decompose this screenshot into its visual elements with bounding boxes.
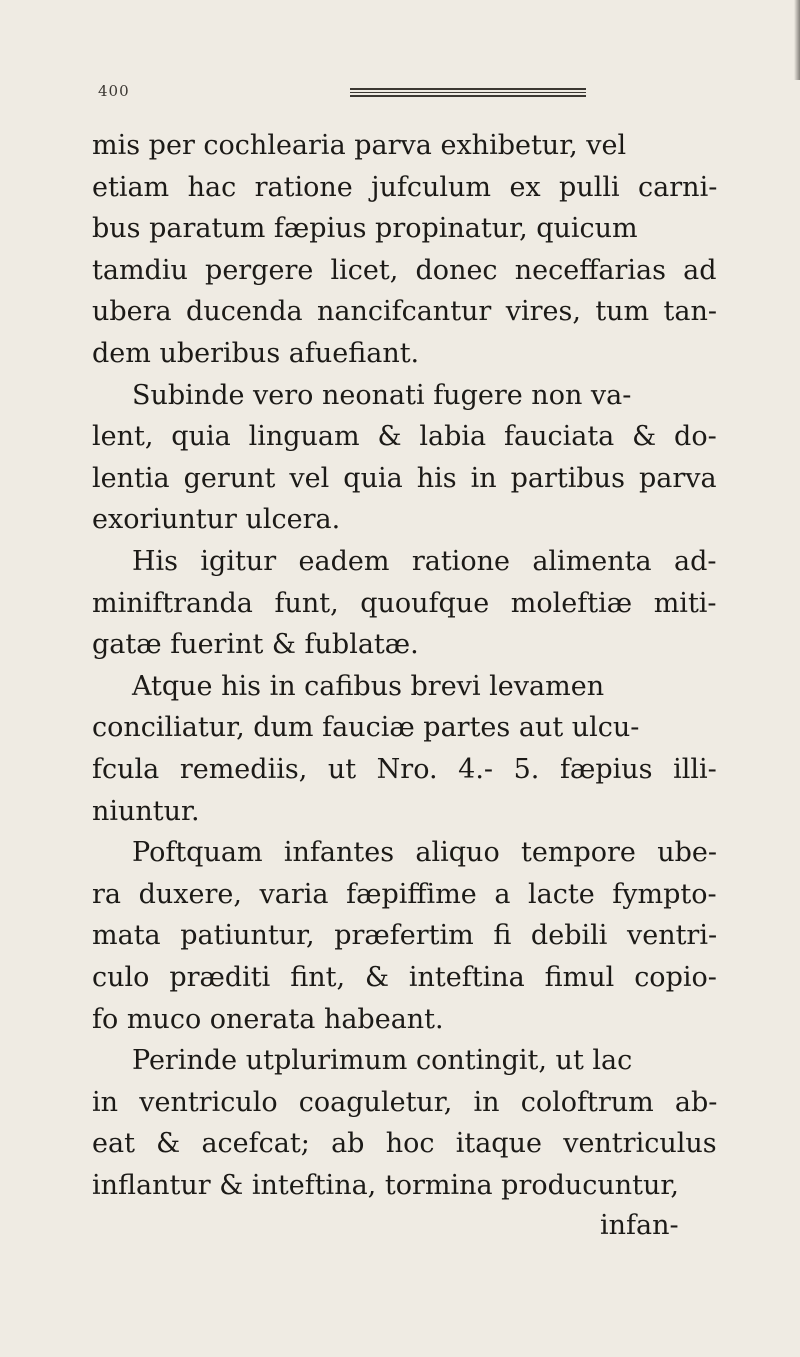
text-line: lent, quia linguam & labia fauciata & do- bbox=[92, 421, 717, 453]
text-line: fcula remediis, ut Nro. 4.- 5. fæpius illi- bbox=[92, 754, 717, 785]
page-number: 400 bbox=[98, 82, 130, 100]
text-line: Subinde vero neonati fugere non va- bbox=[132, 379, 632, 411]
text-line: Perinde utplurimum contingit, ut lac bbox=[132, 1045, 633, 1077]
text-line: ra duxere, varia fæpiffime a lacte fympto- bbox=[92, 878, 717, 910]
header-ornament-rule bbox=[350, 88, 586, 98]
text-line: fo muco onerata habeant. bbox=[92, 1003, 444, 1035]
text-line: inflantur & inteftina, tormina producuntur, bbox=[92, 1170, 679, 1201]
text-line: in ventriculo coaguletur, in coloftrum ab- bbox=[92, 1086, 718, 1118]
text-line: conciliatur, dum fauciæ partes aut ulcu- bbox=[92, 712, 640, 744]
catchword: infan- bbox=[600, 1210, 679, 1241]
text-line: Poftquam infantes aliquo tempore ube- bbox=[132, 837, 717, 869]
text-line: exoriuntur ulcera. bbox=[92, 504, 341, 536]
text-line: His igitur eadem ratione alimenta ad- bbox=[132, 546, 717, 577]
text-line: miniftranda funt, quoufque moleftiæ miti- bbox=[92, 587, 717, 619]
text-line: niuntur. bbox=[92, 795, 200, 827]
page-edge-shadow bbox=[794, 0, 800, 80]
text-line: etiam hac ratione jufculum ex pulli carni- bbox=[92, 171, 718, 203]
text-line: dem uberibus afuefiant. bbox=[92, 338, 420, 369]
text-line: tamdiu pergere licet, donec neceffarias ad bbox=[92, 254, 717, 286]
text-line: mis per cochlearia parva exhibetur, vel bbox=[92, 130, 627, 161]
text-line: gatæ fuerint & fublatæ. bbox=[92, 629, 419, 661]
text-line: Atque his in cafibus brevi levamen bbox=[132, 670, 605, 702]
text-line: lentia gerunt vel quia his in partibus parva bbox=[92, 462, 717, 494]
text-line: bus paratum fæpius propinatur, quicum bbox=[92, 213, 638, 245]
page-header bbox=[98, 82, 698, 104]
text-line: culo præditi fint, & inteftina fimul copio- bbox=[92, 962, 717, 993]
text-line: mata patiuntur, præfertim fi debili ventri- bbox=[92, 920, 718, 952]
text-line: ubera ducenda nancifcantur vires, tum tan- bbox=[92, 296, 718, 328]
text-line: eat & acefcat; ab hoc itaque ventriculus bbox=[92, 1128, 717, 1160]
